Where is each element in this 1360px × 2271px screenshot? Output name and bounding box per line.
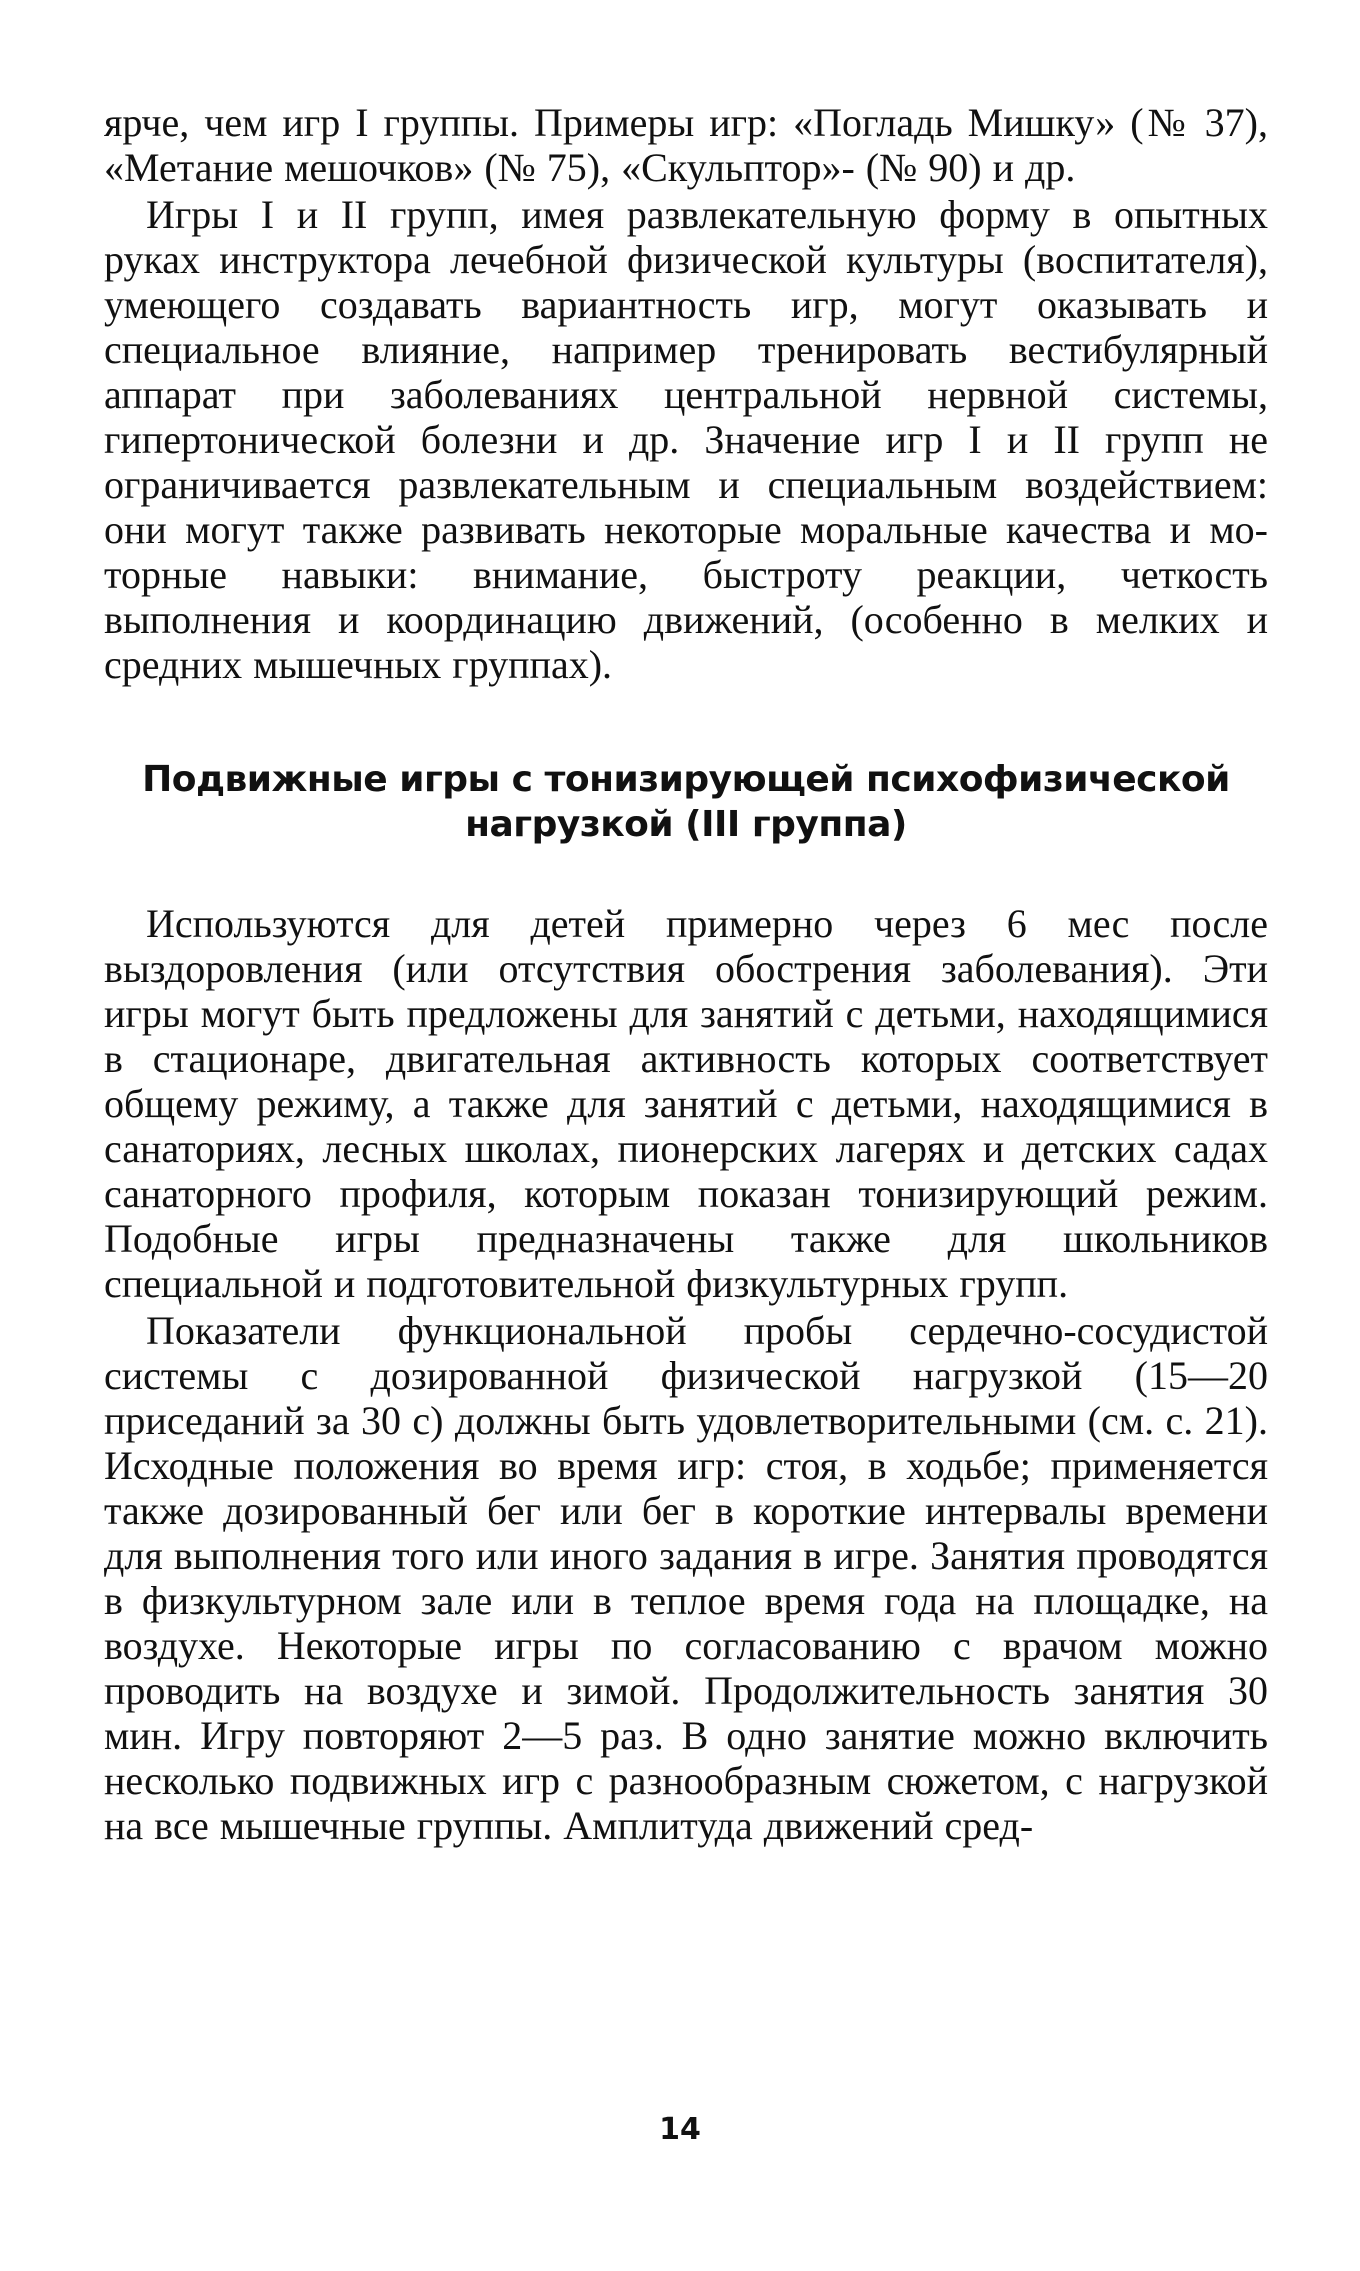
section-heading-line-2: нагрузкой (III группа) [465,804,907,845]
paragraph-groups-one-two: Игры I и II групп, имея развлекательную форму в опытных руках инструктора лечебной физической культуры (воспитателя), умеющего создавать вариантность игр, могут оказывать и специальное влияние, например тренировать вестибулярный аппарат при заболеваниях центральной нервной системы, гипертонической болезни и др. Значение игр I и II групп не ограничивается развлекательным и специальным воздействием: они могут также развивать некоторые моральные качества и моторные навыки: внимание, быстроту реакции, четкость выполнения и координацию движений, (особенно в мелких и средних мышечных группах). [104,192,1268,687]
section-heading-line-1: Подвижные игры с тонизирующей психофизической [142,759,1230,800]
section-heading [104,757,1268,847]
page-body [104,100,1268,1848]
page-number: 14 [659,2112,701,2147]
paragraph-usage: Используются для детей примерно через 6 мес после выздоровления (или отсутствия обострения заболевания). Эти игры могут быть предложены для занятий с детьми, находящимися в стационаре, двигательная активность которых соответствует общему режиму, а также для занятий с детьми, находящимися в санаториях, лесных школах, пионерских лагерях и детских садах санаторного профиля, которым показан тонизирующий режим. Подобные игры предназначены также для школьников специальной и подготовительной физкультурных групп. [104,901,1268,1306]
paragraph-indicators: Показатели функциональной пробы сердечно-сосудистой системы с дозированной физической нагрузкой (15—20 приседаний за 30 с) должны быть удовлетворительными (см. с. 21). Исходные положения во время игр: стоя, в ходьбе; применяется также дозированный бег или бег в короткие интервалы времени для выполнения того или иного задания в игре. Занятия проводятся в физкультурном зале или в теплое время года на площадке, на воздухе. Некоторые игры по согласованию с врачом можно проводить на воздухе и зимой. Продолжительность занятия 30 мин. Игру повторяют 2—5 раз. В одно занятие можно включить несколько подвижных игр с разнообразным сюжетом, с нагрузкой на все мышечные группы. Амплитуда движений сред- [104,1308,1268,1848]
paragraph-continuation: ярче, чем игр I группы. Примеры игр: «Погладь Мишку» (№ 37), «Метание мешочков» (№ 75), «Скульптор»- (№ 90) и др. [104,100,1268,190]
